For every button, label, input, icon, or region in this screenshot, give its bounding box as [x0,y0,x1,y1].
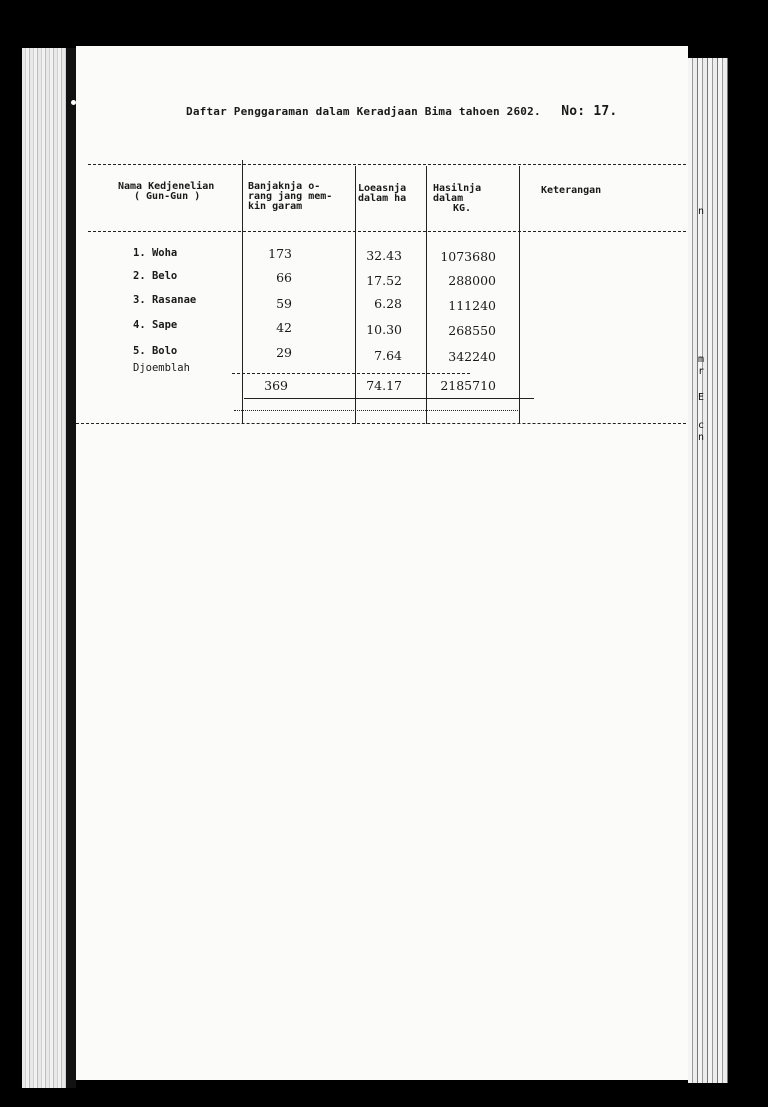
row-name: 3. Rasanae [133,294,197,306]
row-yield: 268550 [448,323,496,338]
total-people: 369 [264,378,288,393]
row-yield: 342240 [448,349,496,364]
total-label: Djoemblah [133,362,190,374]
header-line: dalam ha [358,193,407,204]
total-yield: 2185710 [440,378,496,393]
page-title [186,104,617,119]
row-name: 2. Belo [133,270,178,282]
header-bottom-rule [88,231,686,232]
header-line: Banjaknja o- [248,181,321,192]
header-line: Nama Kedjenelian [118,181,215,192]
punch-mark [71,100,76,105]
row-area: 10.30 [366,322,402,337]
header-line: Loeasnja [358,183,407,194]
row-people: 59 [276,296,292,311]
row-people: 173 [268,246,292,261]
edge-mark: m [698,354,705,365]
total-bottom-rule [244,398,534,399]
header-line: Keterangan [541,185,602,196]
row-area: 6.28 [374,296,402,311]
edge-mark: r [698,366,705,377]
row-yield: 288000 [448,273,496,288]
edge-mark: n [698,432,705,443]
column-divider [242,160,243,424]
row-yield: 1073680 [440,249,496,264]
row-name: 5. Bolo [133,345,178,357]
binding-gutter [66,48,76,1088]
edge-mark: E [698,392,705,403]
row-people: 29 [276,345,292,360]
total-double-rule [234,410,520,411]
table-top-rule [88,164,686,165]
book-binding [22,48,68,1088]
row-area: 7.64 [374,348,402,363]
row-area: 17.52 [366,273,402,288]
header-line: kin garam [248,201,303,212]
total-top-rule [232,373,470,374]
row-name: 4. Sape [133,319,178,331]
total-area: 74.17 [366,378,402,393]
header-line: rang jang mem- [248,191,333,202]
row-area: 32.43 [366,248,402,263]
header-line: Hasilnja [433,183,482,194]
table-bottom-rule [76,423,686,424]
row-yield: 111240 [448,298,496,313]
header-line: dalam [433,193,464,204]
page-edges [688,58,728,1083]
title-text: Daftar Penggaraman dalam Keradjaan Bima tahoen 2602. [186,105,541,118]
page-number: No: 17. [561,104,618,119]
header-yield [433,184,481,214]
column-divider [426,166,427,424]
header-area [358,184,406,204]
edge-mark: n [698,206,705,217]
edge-mark: c [698,420,705,431]
header-remarks [541,186,601,196]
header-line: KG. [453,203,472,214]
header-line: ( Gun-Gun ) [134,191,201,202]
row-people: 66 [276,270,292,285]
row-name: 1. Woha [133,247,178,259]
header-name [118,182,214,202]
header-people [248,182,332,212]
row-people: 42 [276,320,292,335]
column-divider [519,166,520,424]
